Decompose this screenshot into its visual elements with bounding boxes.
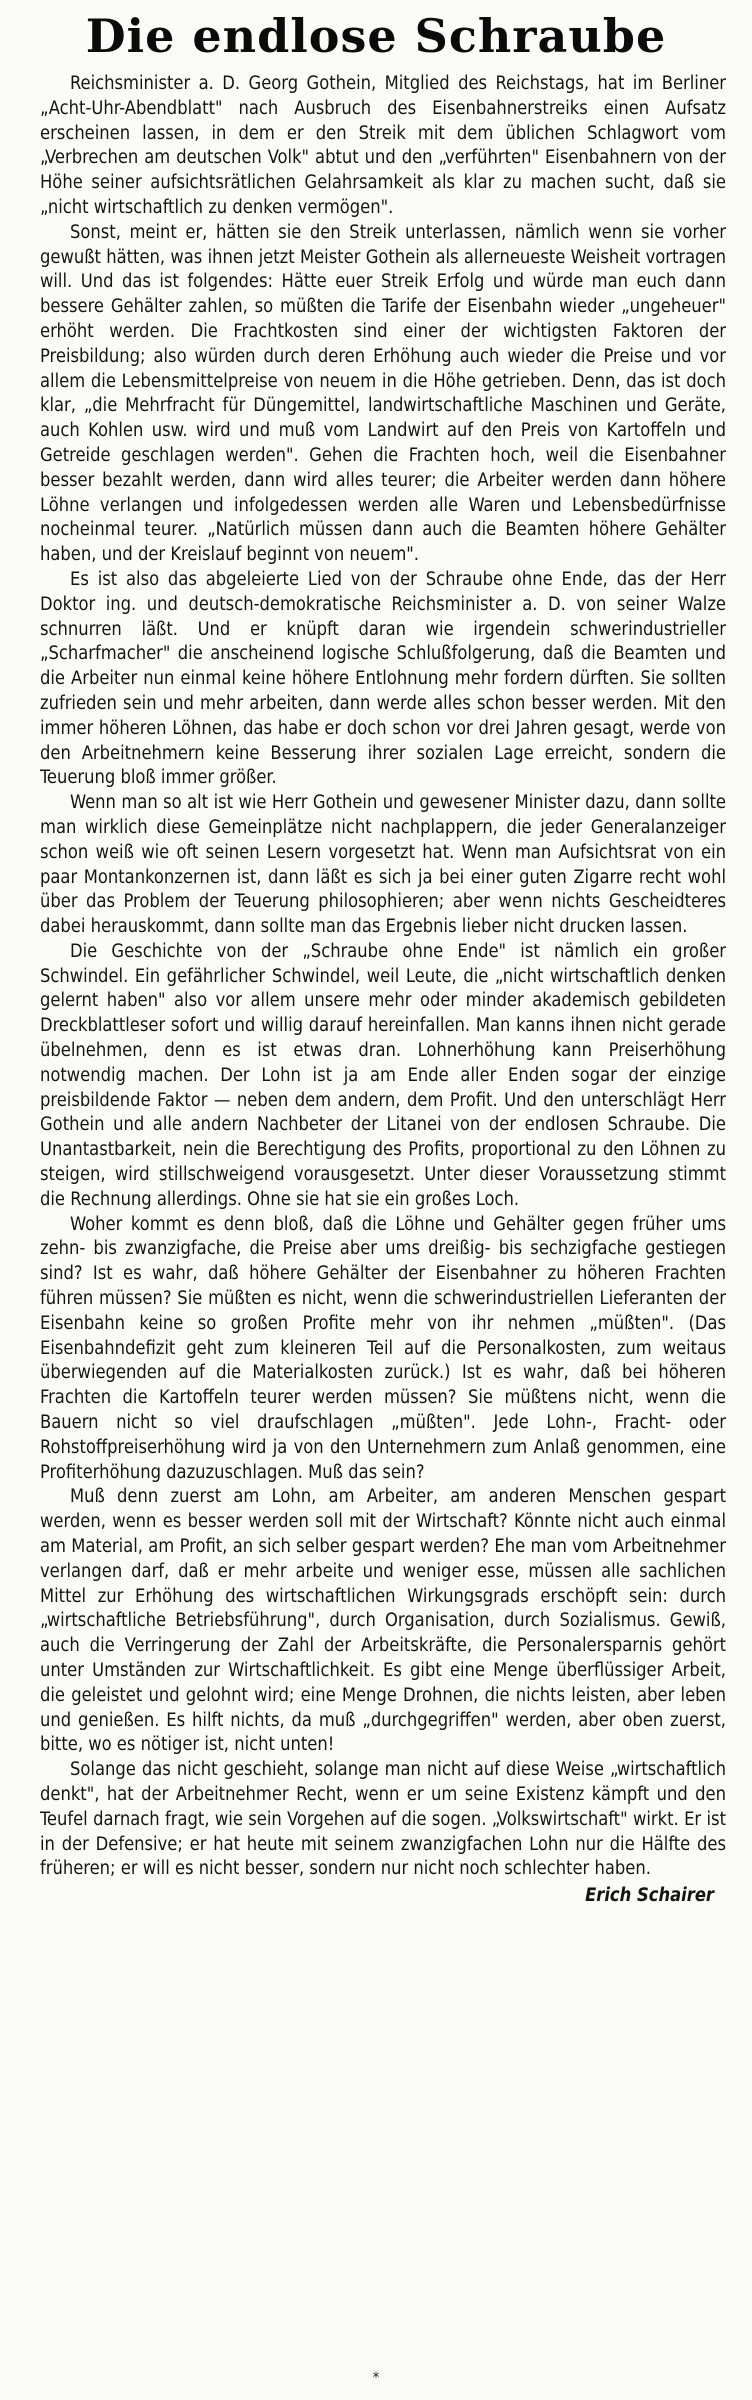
- paragraph-8: Solange das nicht geschieht, solange man nicht auf diese Weise „wirtschaftlich denkt", hat der Arbeitnehmer Recht, wenn er um seine Existenz kämpft und den Teufel darnach fragt, wie sein Vorgehen auf die sogen. „Volkswirtschaft" wirkt. Er ist in der Defensive; er hat heute mit seinem zwanzigfachen Lohn nur die Hälfte des früheren; er will es nicht besser, sondern nur nicht noch schlechter haben.: [40, 1759, 726, 1880]
- paragraph-2: Sonst, meint er, hätten sie den Streik unterlassen, nämlich wenn sie vorher gewußt hätten, was ihnen jetzt Meister Gothein als allerneueste Weisheit vortragen will. Und das ist folgendes: Hätte euer Streik Erfolg und würde man euch dann bessere Gehälter zahlen, so müßten die Tarife der Eisenbahn wieder „ungeheuer" erhöht werden. Die Frachtkosten sind einer der wichtigsten Faktoren der Preisbildung; also würden durch deren Erhöhung auch wieder die Preise und vor allem die Lebensmittelpreise von neuem in die Höhe getrieben. Denn, das ist doch klar, „die Mehrfracht für Düngemittel, landwirtschaftliche Maschinen und Geräte, auch Kohlen usw. wird und muß vom Landwirt auf den Preis von Kartoffeln und Getreide geschlagen werden". Gehen die Frachten hoch, weil die Eisenbahner besser bezahlt werden, dann wird alles teurer; die Arbeiter werden dann höhere Löhne verlangen und infolgedessen werden alle Waren und Lebensbedürfnisse nocheinmal teurer. „Natürlich müssen dann auch die Beamten höhere Gehälter haben, und der Kreislauf beginnt von neuem".: [40, 221, 726, 566]
- paragraph-6: Woher kommt es denn bloß, daß die Löhne und Gehälter gegen früher ums zehn- bis zwanzigfache, die Preise aber ums dreißig- bis sechzigfache gestiegen sind? Ist es wahr, daß höhere Gehälter der Eisenbahner zu höheren Frachten führen müssen? Sie müßten es nicht, wenn die schwerindustriellen Lieferanten der Eisenbahn keine so großen Profite mehr von ihr nehmen „müßten". (Das Eisenbahndefizit geht zum kleineren Teil auf die Personalkosten, zum weitaus überwiegenden auf die Materialkosten zurück.) Ist es wahr, daß bei höheren Frachten die Kartoffeln teurer werden müssen? Sie müßtens nicht, wenn die Bauern nicht so viel draufschlagen „müßten". Jede Lohn-, Fracht- oder Rohstoffpreiserhöhung wird ja von den Unternehmern zum Anlaß genommen, eine Profiterhöhung dazuzuschlagen. Muß das sein?: [40, 1213, 726, 1483]
- paragraph-7: Muß denn zuerst am Lohn, am Arbeiter, am anderen Menschen gespart werden, wenn es besser werden soll mit der Wirtschaft? Könnte nicht auch einmal am Material, am Profit, an sich selber gespart werden? Ehe man vom Arbeitnehmer verlangen darf, daß er mehr arbeite und weniger esse, müssen alle sachlichen Mittel zur Erhöhung des wirtschaftlichen Wirkungsgrads erschöpft sein: durch „wirtschaftliche Betriebsführung", durch Organisation, durch Sozialismus. Gewiß, auch die Verringerung der Zahl der Arbeitskräfte, die Personalersparnis gehört unter Umständen zur Wirtschaftlichkeit. Es gibt eine Menge überflüssiger Arbeit, die geleistet und gelohnt wird; eine Menge Drohnen, die nichts leisten, aber leben und genießen. Es hilft nichts, da muß „durchgegriffen" werden, aber oben zuerst, bitte, wo es nötiger ist, nicht unten!: [40, 1486, 726, 1756]
- author-signature: Erich Schairer: [585, 1885, 714, 1907]
- article-title: Die endlose Schraube: [85, 9, 667, 63]
- article-body: [40, 72, 726, 1909]
- paragraph-3: Es ist also das abgeleierte Lied von der Schraube ohne Ende, das der Herr Doktor ing. und deutsch-demokratische Reichsminister a. D. von seiner Walze schnurren läßt. Und er knüpft daran wie irgendein schwerindustrieller „Scharfmacher" die anscheinend logische Schlußfolgerung, daß die Beamten und die Arbeiter nun einmal keine höhere Entlohnung mehr fordern dürften. Sie sollten zufrieden sein und mehr arbeiten, dann werde alles schon besser werden. Mit den immer höheren Löhnen, das habe er doch schon vor drei Jahren gesagt, werde von den Arbeitnehmern keine Besserung ihrer sozialen Lage erreicht, sondern die Teuerung bloß immer größer.: [40, 568, 726, 789]
- closing-ornament: *: [372, 2370, 380, 2386]
- paragraph-4: Wenn man so alt ist wie Herr Gothein und gewesener Minister dazu, dann sollte man wirklich diese Gemeinplätze nicht nachplappern, die jeder Generalanzeiger schon weiß wie oft seinen Lesern vorgesetzt hat. Wenn man Aufsichtsrat von ein paar Montankonzernen ist, dann läßt es sich ja bei einer guten Zigarre recht wohl über das Problem der Teuerung philosophieren; aber wenn nichts Gescheidteres dabei herauskommt, dann sollte man das Ergebnis lieber nicht drucken lassen.: [40, 792, 726, 938]
- paragraph-1: Reichsminister a. D. Georg Gothein, Mitglied des Reichstags, hat im Berliner „Acht-Uhr-Abendblatt" nach Ausbruch des Eisenbahnerstreiks einen Aufsatz erscheinen lassen, in dem er den Streik mit dem üblichen Schlagwort vom „Verbrechen am deutschen Volk" abtut und den „verführten" Eisenbahnern von der Höhe seiner aufsichtsrätlichen Gelahrsamkeit als klar zu machen sucht, daß sie „nicht wirtschaftlich zu denken vermögen".: [40, 73, 726, 218]
- paragraph-5: Die Geschichte von der „Schraube ohne Ende" ist nämlich ein großer Schwindel. Ein gefährlicher Schwindel, weil Leute, die „nicht wirtschaftlich denken gelernt haben" also vor allem unsere mehr oder minder akademisch gebildeten Dreckblattleser sofort und willig darauf hereinfallen. Man kanns ihnen nicht gerade übelnehmen, denn es ist etwas dran. Lohnerhöhung kann Preiserhöhung notwendig machen. Der Lohn ist ja am Ende aller Enden sogar der einzige preisbildende Faktor — neben dem andern, dem Profit. Und den unterschlägt Herr Gothein und alle andern Nachbeter der Litanei von der endlosen Schraube. Die Unantastbarkeit, nein die Berechtigung des Profits, proportional zu den Löhnen zu steigen, wird stillschweigend vorausgesetzt. Unter dieser Voraussetzung stimmt die Rechnung allerdings. Ohne sie hat sie ein großes Loch.: [40, 940, 726, 1210]
